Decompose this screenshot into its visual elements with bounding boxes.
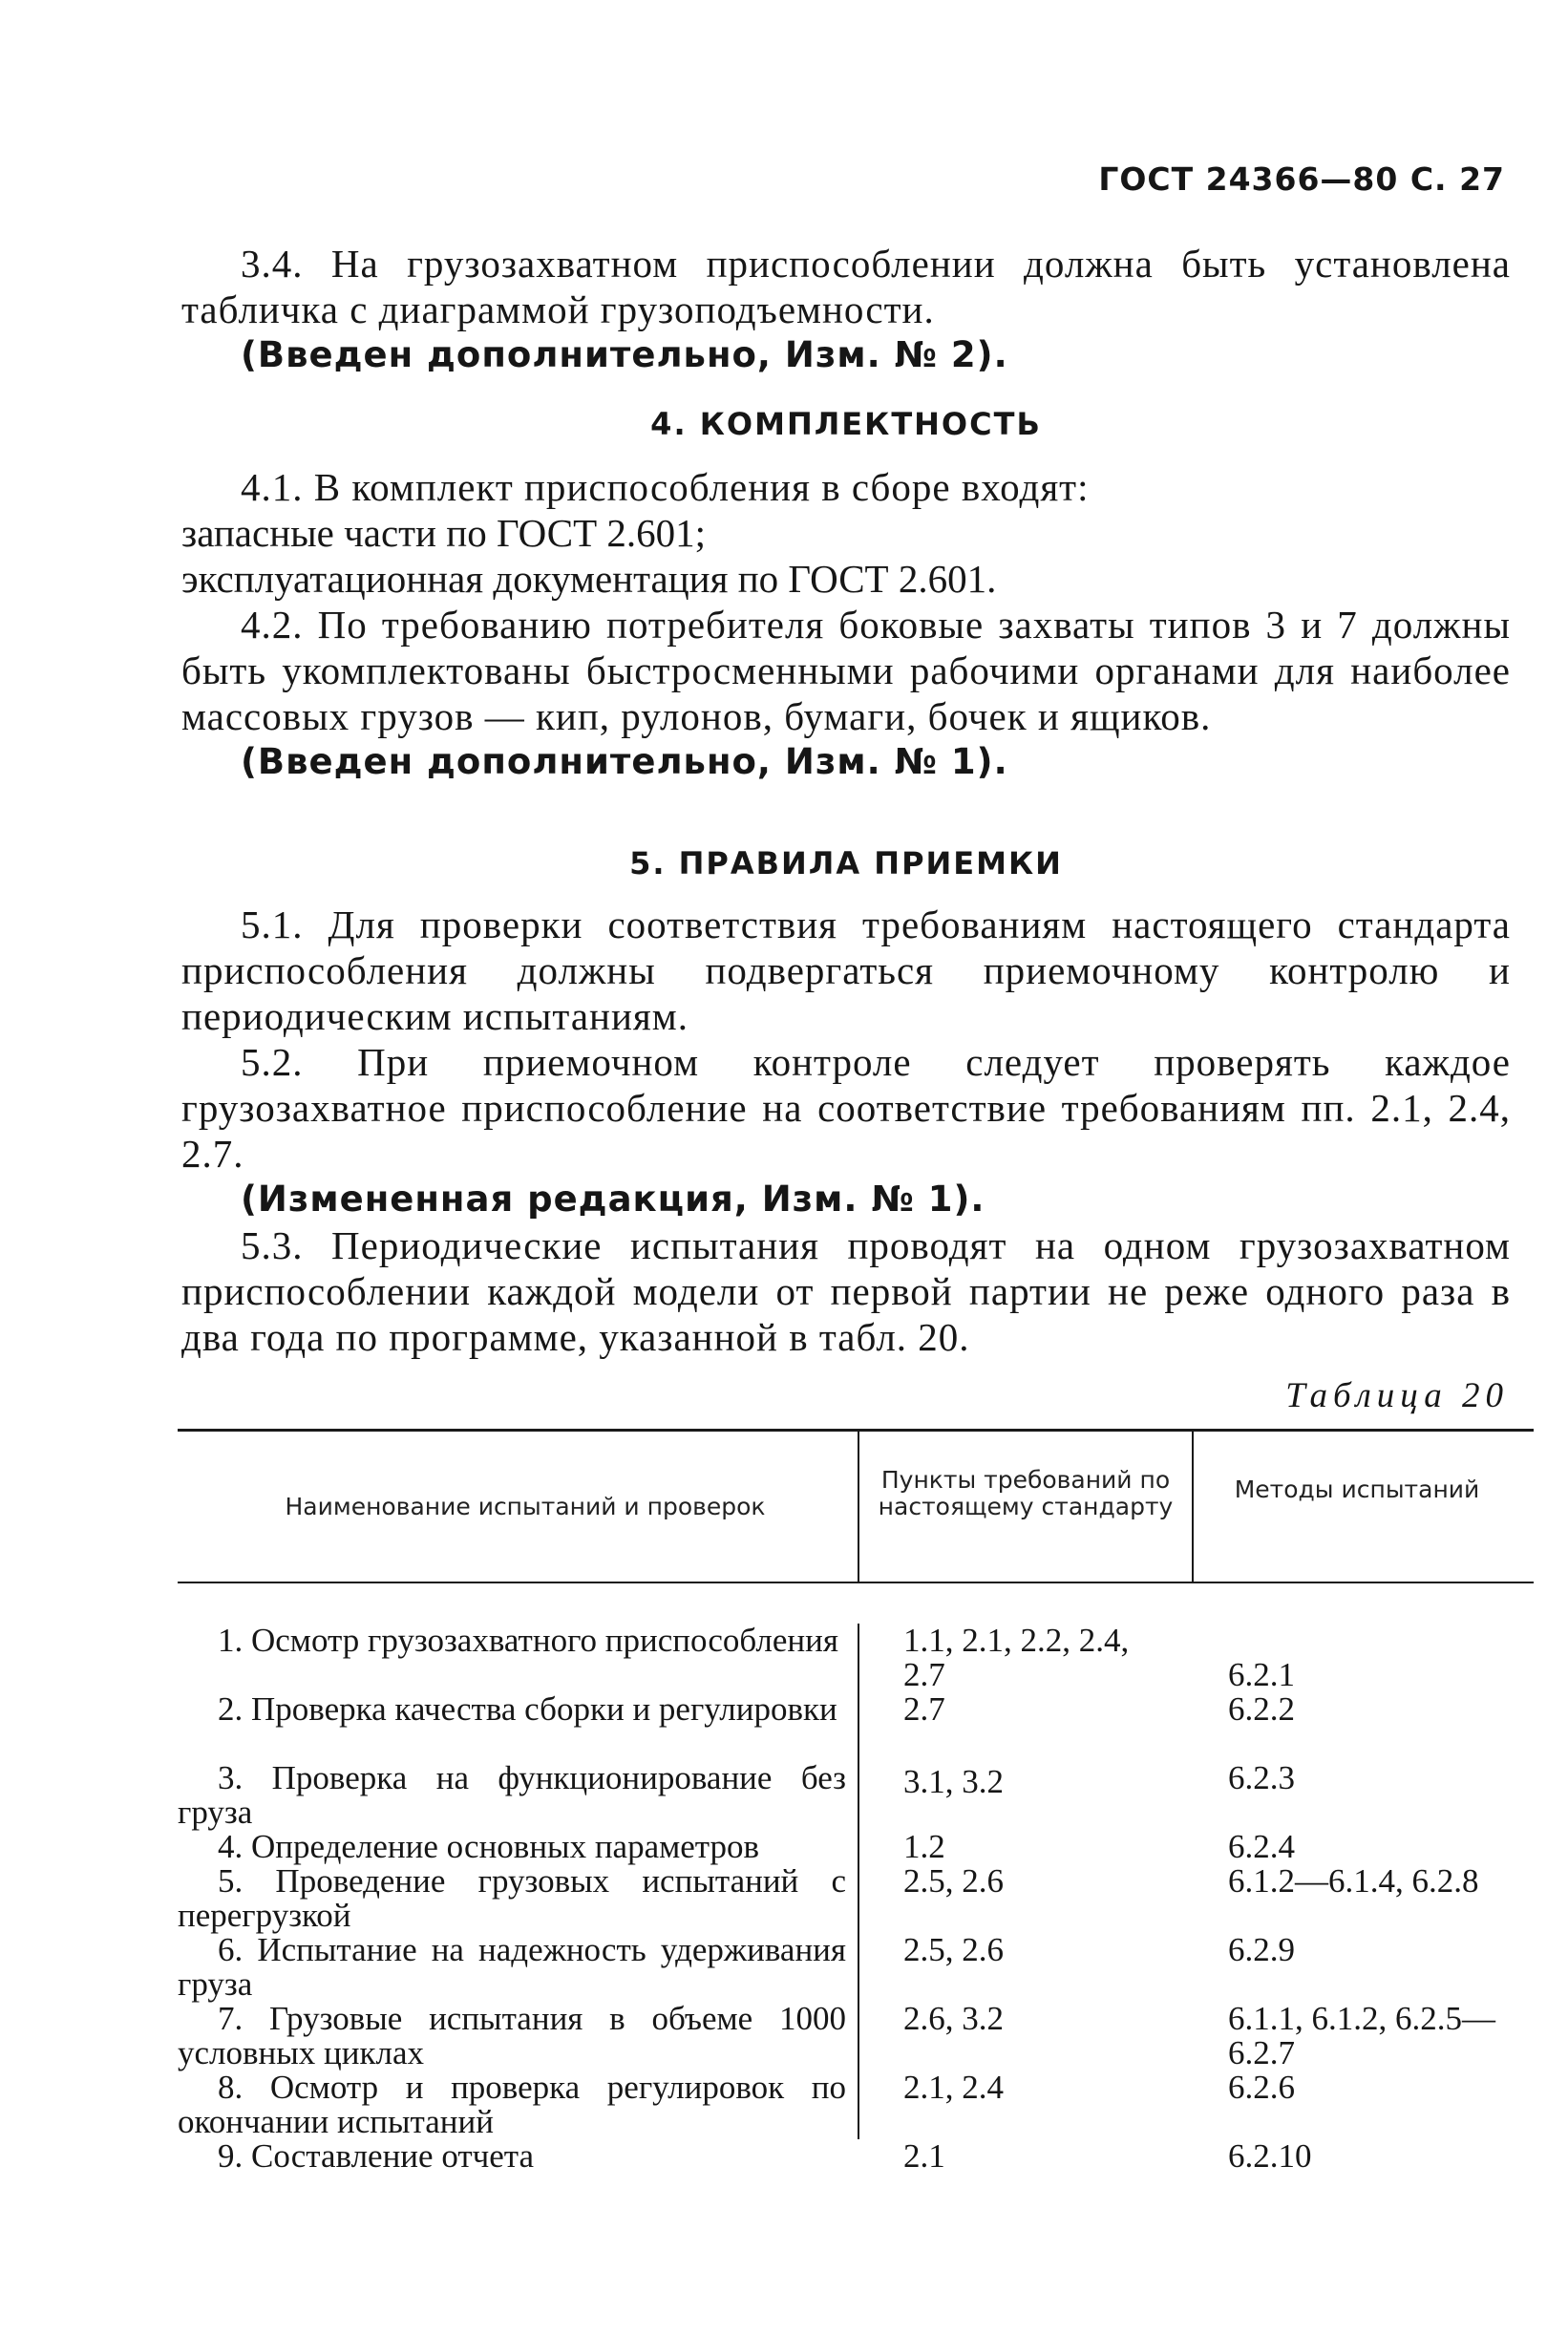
section-5-body [181, 902, 1511, 1360]
requirement-points: 2.6, 3.2 [903, 2000, 1004, 2037]
column-header-points: Пункты требований по настоящему стандарту [878, 1466, 1174, 1520]
test-methods: 6.2.2 [1228, 1690, 1295, 1728]
requirement-points: 1.1, 2.1, 2.2, 2.4, 2.7 [903, 1622, 1130, 1693]
test-methods: 6.2.4 [1228, 1828, 1295, 1865]
amendment-note-4-2: (Введен дополнительно, Изм. № 1). [241, 741, 1008, 782]
paragraph-5-1: 5.1. Для проверки соответствия требованиям настоящего стандарта приспособления должны подвергаться приемочному контролю и периодическим испытаниям. [181, 903, 1511, 1038]
test-methods: 6.1.1, 6.1.2, 6.2.5—6.2.7 [1228, 2000, 1495, 2071]
test-name: 8. Осмотр и проверка регулировок по окончании испытаний [178, 2069, 846, 2140]
amendment-note-3-4: (Введен дополнительно, Изм. № 2). [241, 334, 1008, 375]
paragraph-4-1-line-1: запасные части по ГОСТ 2.601; [181, 511, 707, 555]
test-methods: 6.2.9 [1228, 1931, 1295, 1968]
table-top-rule [178, 1429, 1534, 1432]
paragraph-4-1-line-2: эксплуатационная документация по ГОСТ 2.601. [181, 557, 997, 601]
test-name: 3. Проверка на функционирование без груза [178, 1759, 846, 1831]
test-methods: 6.2.6 [1228, 2069, 1295, 2106]
table-header-rule [178, 1582, 1534, 1583]
requirement-points: 2.7 [903, 1690, 945, 1728]
table-header-divider-1 [858, 1429, 859, 1583]
section-4-text [181, 401, 1511, 447]
paragraph-4-1: 4.1. В комплект приспособления в сборе входят: [241, 465, 1090, 509]
test-methods: 6.2.3 [1228, 1759, 1295, 1796]
test-methods: 6.2.10 [1228, 2137, 1312, 2175]
paragraph-5-2: 5.2. При приемочном контроле следует проверять каждое грузозахватное приспособление на соответствие требованиям пп. 2.1, 2.4, 2.7. [181, 1040, 1511, 1176]
paragraph-3-4: 3.4. На грузозахватном приспособлении должна быть установлена табличка с диаграммой грузоподъемности. [181, 242, 1511, 331]
column-header-name: Наименование испытаний и проверок [285, 1493, 766, 1520]
test-name: 6. Испытание на надежность удерживания груза [178, 1931, 846, 2003]
requirement-points: 2.1 [903, 2137, 945, 2175]
section-4-title: 4. КОМПЛЕКТНОСТЬ [650, 406, 1042, 442]
section-5-title-wrap [181, 840, 1511, 886]
test-name: 5. Проведение грузовых испытаний с перегрузкой [178, 1862, 846, 1934]
requirement-points: 3.1, 3.2 [903, 1763, 1004, 1800]
requirement-points: 1.2 [903, 1828, 945, 1865]
test-name: 1. Осмотр грузозахватного приспособления [218, 1622, 838, 1659]
test-methods: 6.2.1 [1228, 1656, 1295, 1693]
section-5-title: 5. ПРАВИЛА ПРИЕМКИ [629, 845, 1063, 881]
amendment-note-5-2: (Измененная редакция, Изм. № 1). [241, 1179, 985, 1220]
paragraph-4-2: 4.2. По требованию потребителя боковые захваты типов 3 и 7 должны быть укомплектованы быстросменными рабочими органами для наиболее массовых грузов — кип, рулонов, бумаги, бочек и ящиков. [181, 603, 1511, 738]
test-name: 4. Определение основных параметров [218, 1828, 760, 1865]
requirement-points: 2.1, 2.4 [903, 2069, 1004, 2106]
paragraph-5-3: 5.3. Периодические испытания проводят на одном грузозахватном приспособлении каждой модели от первой партии не реже одного раза в два года по программе, указанной в табл. 20. [181, 1223, 1511, 1359]
table-caption: Таблица 20 [1285, 1376, 1509, 1415]
requirement-points: 2.5, 2.6 [903, 1931, 1004, 1968]
table-header-divider-2 [1192, 1429, 1194, 1583]
requirement-points: 2.5, 2.6 [903, 1862, 1004, 1900]
test-name: 2. Проверка качества сборки и регулировки [218, 1690, 837, 1728]
section-3-text [181, 241, 1511, 378]
table-body-divider [858, 1624, 859, 2139]
section-4-body [181, 464, 1511, 785]
test-name: 9. Составление отчета [218, 2137, 535, 2175]
test-methods: 6.1.2—6.1.4, 6.2.8 [1228, 1862, 1479, 1900]
column-header-methods: Методы испытаний [1234, 1476, 1480, 1503]
page-header: ГОСТ 24366—80 С. 27 [1098, 160, 1505, 198]
test-name: 7. Грузовые испытания в объеме 1000 условных циклах [178, 2000, 846, 2071]
